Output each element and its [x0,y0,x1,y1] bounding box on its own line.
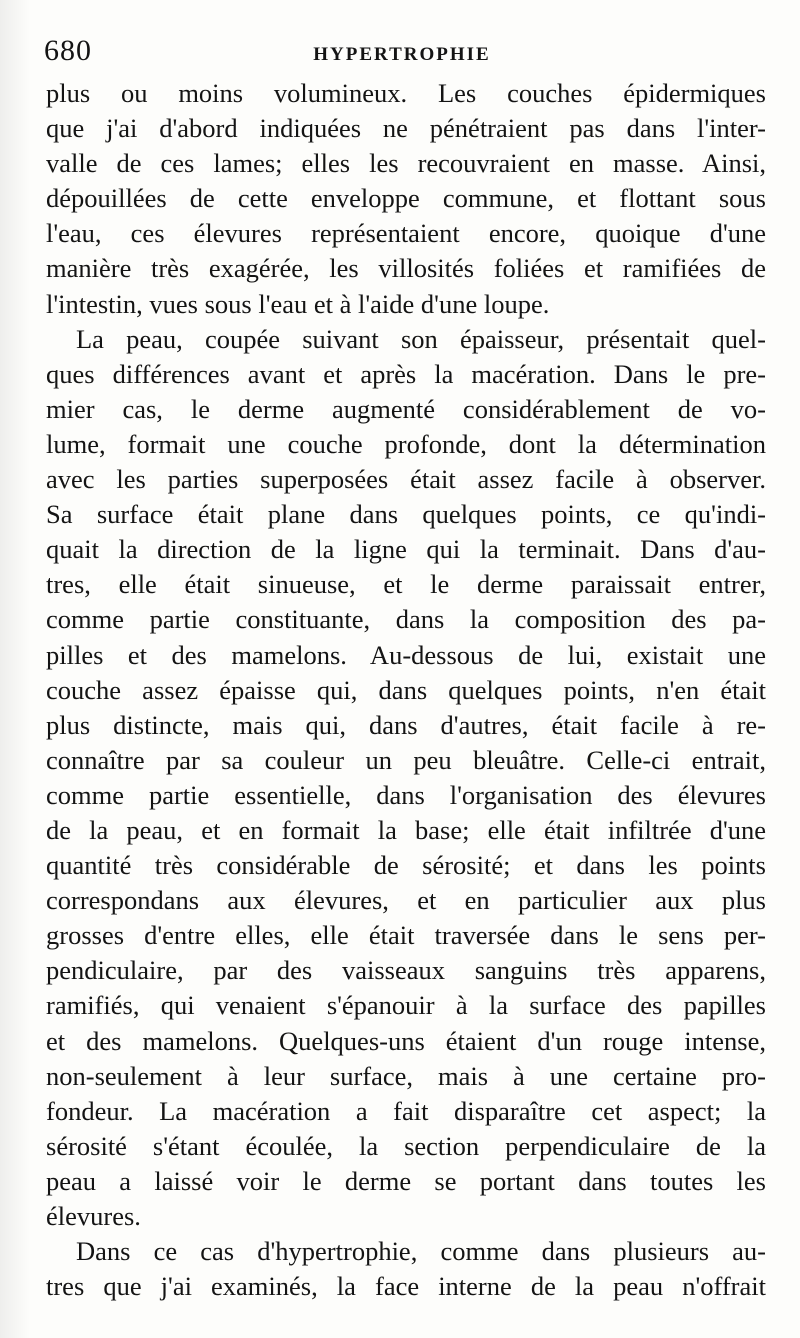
text-line: de la peau, et en formait la base; elle était infiltrée d'une [46,814,766,845]
text-line: ramifiés, qui venaient s'épanouir à la surface des papilles [46,990,766,1021]
paragraph-first-line: La peau, coupée suivant son épaisseur, présentait quel- [76,323,766,354]
text-line: dépouillées de cette enveloppe commune, et flottant sous [46,183,766,214]
text-line: l'eau, ces élevures représentaient encore, quoique d'une [46,218,766,249]
text-line: pendiculaire, par des vaisseaux sanguins très apparens, [46,955,766,986]
text-line: non-seulement à leur surface, mais à une certaine pro- [46,1060,766,1091]
text-line: quait la direction de la ligne qui la terminait. Dans d'au- [46,534,766,565]
text-line: pilles et des mamelons. Au-dessous de lui, existait une [46,639,766,670]
text-line: couche assez épaisse qui, dans quelques points, n'en était [46,674,766,705]
text-line: manière très exagérée, les villosités foliées et ramifiées de [46,253,766,284]
text-line: ques différences avant et après la macération. Dans le pre- [46,358,766,389]
running-head: HYPERTROPHIE [313,44,491,65]
text-line: tres, elle était sinueuse, et le derme paraissait entrer, [46,569,766,600]
text-line: l'intestin, vues sous l'eau et à l'aide d'une loupe. [46,288,550,319]
text-line: peau a laissé voir le derme se portant dans toutes les [46,1165,766,1196]
text-line: grosses d'entre elles, elle était traversée dans le sens per- [46,920,766,951]
paragraph-first-line: Dans ce cas d'hypertrophie, comme dans plusieurs au- [76,1236,766,1267]
text-line: que j'ai d'abord indiquées ne pénétraient pas dans l'inter- [46,113,766,144]
text-line: correspondans aux élevures, et en particulier aux plus [46,885,766,916]
text-line: quantité très considérable de sérosité; et dans les points [46,850,766,881]
body-text [46,76,766,1304]
text-line: plus ou moins volumineux. Les couches épidermiques [46,78,766,108]
text-line: mier cas, le derme augmenté considérablement de vo- [46,393,766,424]
text-line: tres que j'ai examinés, la face interne de la peau n'offrait [46,1271,766,1302]
text-line: comme partie essentielle, dans l'organisation des élevures [46,779,766,810]
text-line: valle de ces lames; elles les recouvraient en masse. Ainsi, [46,148,766,179]
text-line: avec les parties superposées était assez facile à observer. [46,464,766,495]
page-header [44,28,760,68]
text-line: sérosité s'étant écoulée, la section perpendiculaire de la [46,1130,766,1161]
text-line: fondeur. La macération a fait disparaître cet aspect; la [46,1095,766,1126]
text-line: Sa surface était plane dans quelques points, ce qu'indi- [46,499,766,530]
page-shadow [0,0,30,1338]
text-line: comme partie constituante, dans la composition des pa- [46,604,766,635]
text-line: connaître par sa couleur un peu bleuâtre. Celle-ci entrait, [46,744,766,775]
text-line: plus distincte, mais qui, dans d'autres, était facile à re- [46,709,766,740]
page-number: 680 [44,34,92,67]
text-line: élevures. [46,1201,141,1231]
text-line: et des mamelons. Quelques-uns étaient d'un rouge intense, [46,1025,766,1056]
text-line: lume, formait une couche profonde, dont la détermination [46,428,766,459]
